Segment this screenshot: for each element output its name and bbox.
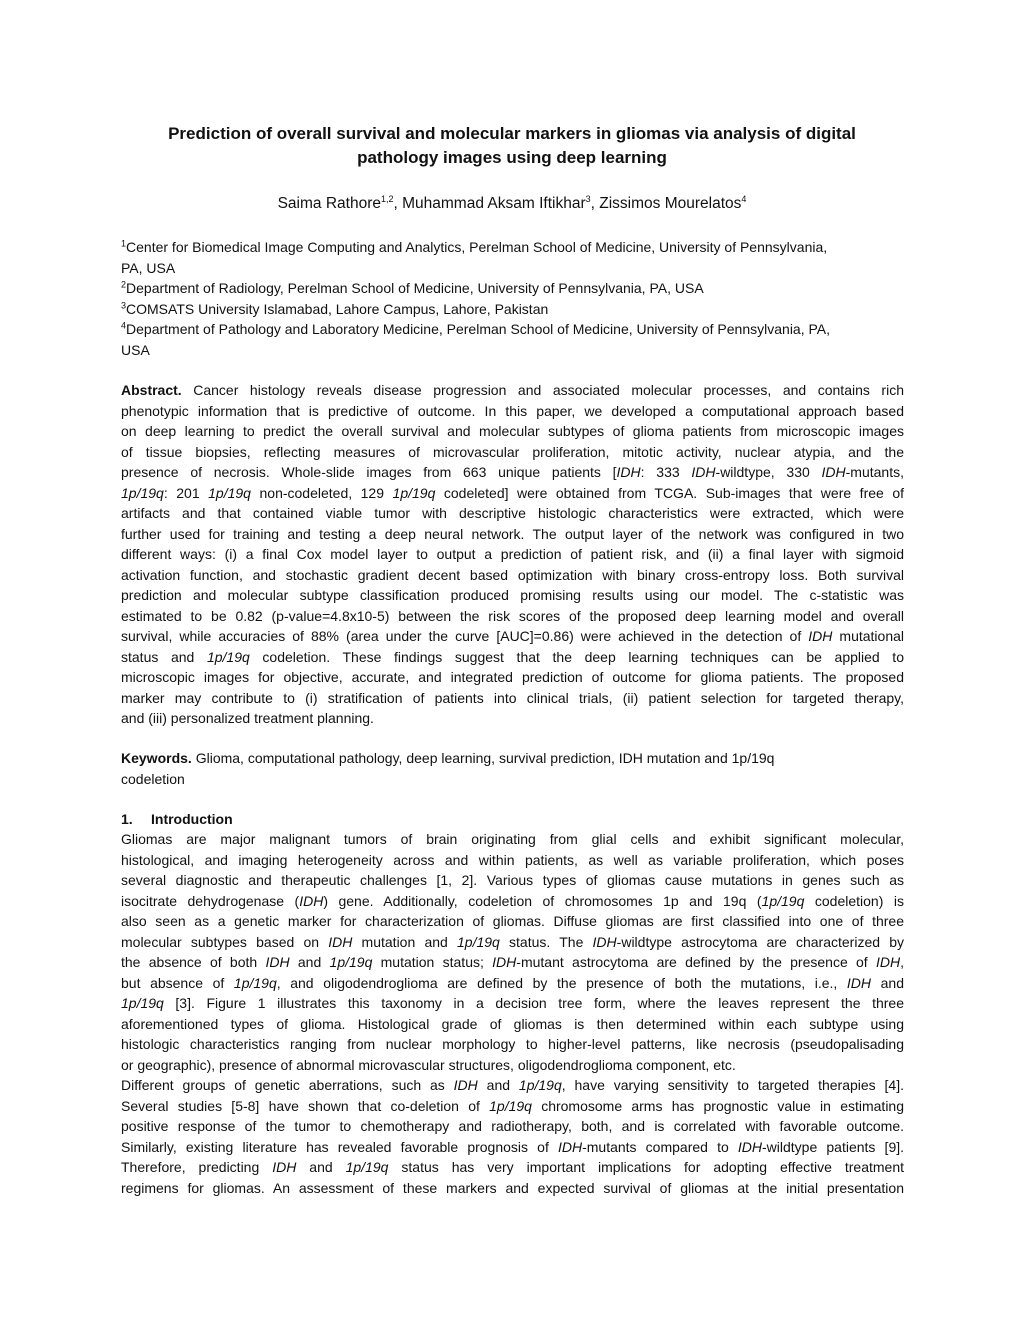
author-affil-mark: 3 xyxy=(585,193,591,204)
affil-text: PA, USA xyxy=(121,259,176,276)
abstract-line: prediction and molecular subtype classification produced promising results using our model. The c-statistic was xyxy=(121,587,904,603)
abstract-line: estimated to be 0.82 (p-value=4.8x10-5) between the risk scores of the proposed deep learning model and overall xyxy=(121,607,904,624)
intro-line: regimens for gliomas. An assessment of these markers and expected survival of gliomas at the initial presentation xyxy=(121,1179,904,1196)
intro-line: Gliomas are major malignant tumors of brain originating from glial cells and exhibit significant molecular, xyxy=(121,831,904,847)
paper-title xyxy=(120,122,904,170)
abstract-line: marker may contribute to (i) stratification of patients into clinical trials, (ii) patient selection for targeted therapy, xyxy=(121,689,904,706)
author-name: Zissimos Mourelatos xyxy=(599,195,742,212)
intro-line: Therefore, predicting IDH and 1p/19q status has very important implications for adopting effective treatment xyxy=(121,1159,904,1175)
affiliation xyxy=(121,319,911,360)
author-name: Muhammad Aksam Iftikhar xyxy=(402,195,586,212)
section-title: Introduction xyxy=(151,811,233,827)
keywords-text: codeletion xyxy=(121,770,185,787)
affil-text: COMSATS University Islamabad, Lahore Campus, Lahore, Pakistan xyxy=(126,300,549,317)
intro-line: isocitrate dehydrogenase (IDH) gene. Additionally, codeletion of chromosomes 1p and 19q (1p/19q codeletion) is xyxy=(121,892,904,909)
author-affil-mark: 1,2 xyxy=(380,193,394,204)
abstract-line: survival, while accuracies of 88% (area under the curve [AUC]=0.86) were achieved in the detection of IDH mutational xyxy=(121,628,905,644)
affil-mark: 2 xyxy=(121,279,127,290)
affil-text: Department of Radiology, Perelman School of Medicine, University of Pennsylvania, PA, USA xyxy=(126,280,704,296)
affil-text: USA xyxy=(121,341,150,358)
abstract-line: microscopic images for objective, accurate, and integrated prediction of outcome for glioma patients. The proposed xyxy=(121,669,904,685)
affiliations xyxy=(121,237,911,360)
intro-line: Several studies [5-8] have shown that co-deletion of 1p/19q chromosome arms has prognostic value in estimating xyxy=(121,1097,905,1114)
keywords-text: Glioma, computational pathology, deep learning, survival prediction, IDH mutation and 1p/19q xyxy=(191,750,775,766)
title-line: pathology images using deep learning xyxy=(357,148,667,167)
abstract-line: different ways: (i) a final Cox model layer to output a prediction of patient risk, and (ii) a final layer with sigmoid xyxy=(121,546,904,562)
title-line: Prediction of overall survival and molecular markers in gliomas via analysis of digital xyxy=(168,124,856,143)
section-heading xyxy=(121,809,233,830)
intro-line: aforementioned types of glioma. Histological grade of gliomas is then determined within each subtype using xyxy=(121,1015,904,1032)
intro-line: but absence of 1p/19q, and oligodendroglioma are defined by the presence of both the mutations, i.e., IDH and xyxy=(121,974,904,991)
affil-mark: 1 xyxy=(121,238,127,249)
author-list: Saima Rathore$^{1,2}$, Muhammad Aksam Iftikhar$^3$, Zissimos Mourelatos$^4$ xyxy=(277,193,747,212)
intro-line: Similarly, existing literature has revealed favorable prognosis of IDH-mutants compared to IDH-wildtype patients [9]. xyxy=(121,1138,905,1155)
abstract-line: further used for training and testing a deep neural network. The output layer of the network was configured in two xyxy=(121,525,904,542)
affiliation xyxy=(121,299,911,320)
abstract-line: presence of necrosis. Whole-slide images from 663 unique patients [IDH: 333 IDH-wildtype, 330 IDH-mutants, xyxy=(121,464,904,480)
introduction-body xyxy=(121,829,904,1198)
intro-line: histological, and imaging heterogeneity across and within patients, as well as variable proliferation, which poses xyxy=(121,851,904,868)
intro-line: the absence of both IDH and 1p/19q mutation status; IDH-mutant astrocytoma are defined by the presence of IDH, xyxy=(121,954,905,970)
abstract-line: status and 1p/19q codeletion. These findings suggest that the deep learning techniques can be applied to xyxy=(121,648,904,665)
abstract-line: phenotypic information that is predictive of outcome. In this paper, we developed a computational approach based xyxy=(121,402,904,419)
abstract-line: on deep learning to predict the overall survival and molecular subtypes of glioma patients from microscopic images xyxy=(121,423,904,439)
intro-line: several diagnostic and therapeutic challenges [1, 2]. Various types of gliomas cause mutations in genes such as xyxy=(121,872,904,888)
abstract-line: artifacts and that contained viable tumor with descriptive histologic characteristics were extracted, which were xyxy=(121,505,904,521)
abstract-line: of tissue biopsies, reflecting measures of microvascular proliferation, mitotic activity, nuclear atypia, and the xyxy=(121,443,904,460)
author-affil-mark: 4 xyxy=(741,193,747,204)
abstract-label: Abstract. xyxy=(121,382,182,398)
intro-line: also seen as a genetic marker for characterization of gliomas. Diffuse gliomas are first classified into one of three xyxy=(121,913,904,929)
section-number: 1. xyxy=(121,811,133,827)
author-name: Saima Rathore xyxy=(277,195,381,212)
affil-mark: 3 xyxy=(121,299,127,310)
affil-mark: 4 xyxy=(121,320,127,331)
intro-line: Different groups of genetic aberrations, such as IDH and 1p/19q, have varying sensitivity to targeted therapies [4]. xyxy=(121,1077,904,1093)
intro-line: molecular subtypes based on IDH mutation and 1p/19q status. The IDH-wildtype astrocytoma are characterized by xyxy=(121,933,905,950)
intro-line: histologic characteristics ranging from nuclear morphology to higher-level patterns, like necrosis (pseudopalisading xyxy=(121,1036,904,1052)
abstract-line: 1p/19q: 201 1p/19q non-codeleted, 129 1p/19q codeleted] were obtained from TCGA. Sub-images that were free of xyxy=(121,484,905,501)
abstract-line: Cancer histology reveals disease progression and associated molecular processes, and contains rich xyxy=(181,382,904,398)
abstract-line: and (iii) personalized treatment planning. xyxy=(121,710,374,726)
affil-text: Center for Biomedical Image Computing and Analytics, Perelman School of Medicine, University of Pennsylvania, xyxy=(126,239,828,255)
intro-line: or geographic), presence of abnormal microvascular structures, oligodendroglioma component, etc. xyxy=(121,1056,736,1073)
keywords-label: Keywords. xyxy=(121,750,192,766)
affiliation xyxy=(121,278,911,299)
keywords xyxy=(121,748,904,789)
abstract xyxy=(121,380,904,729)
affiliation xyxy=(121,237,911,278)
affil-text: Department of Pathology and Laboratory Medicine, Perelman School of Medicine, University of Pennsylvania, PA, xyxy=(126,321,831,337)
intro-line: 1p/19q [3]. Figure 1 illustrates this taxonomy in a decision tree form, where the leaves represent the three xyxy=(121,995,904,1011)
intro-line: positive response of the tumor to chemotherapy and radiotherapy, both, and is correlated with favorable outcome. xyxy=(121,1118,904,1134)
abstract-line: activation function, and stochastic gradient decent based optimization with binary cross-entropy loss. Both survival xyxy=(121,566,904,583)
